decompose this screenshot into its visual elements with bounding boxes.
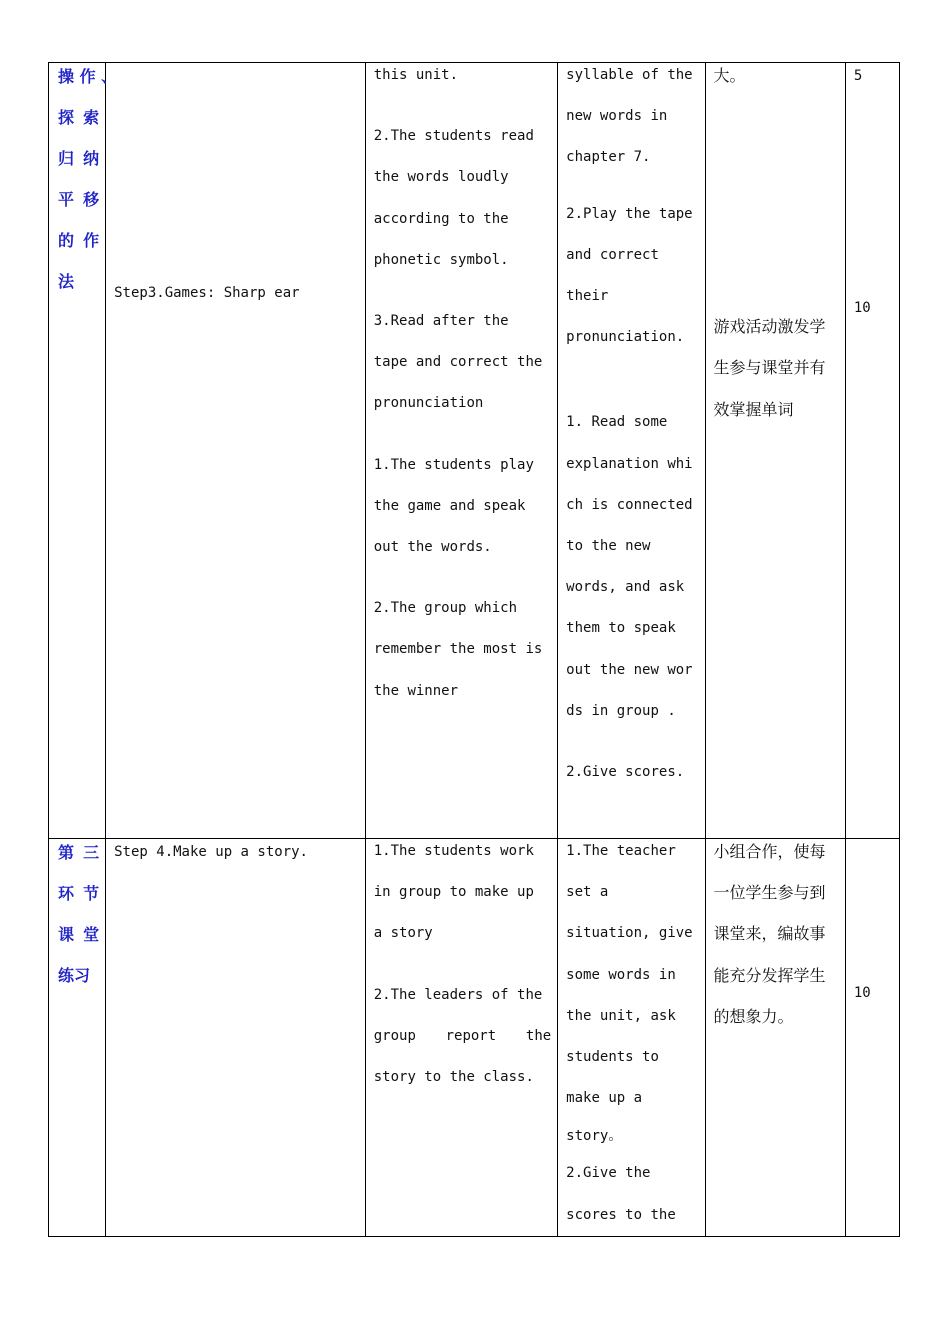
time-value: 5 — [853, 68, 863, 84]
purpose-cell — [705, 63, 845, 839]
step-cell — [106, 839, 366, 1237]
stage-cell — [49, 63, 118, 839]
time-cell — [845, 839, 899, 1237]
student-activity-text: 1.The students work in group to make up a story 2.The leaders of the group report the story to the class. — [373, 843, 552, 1086]
step-text: Step 4.Make up a story. — [114, 844, 308, 860]
teacher-activity-text: 1.The teacher set a situation, give some words in the unit, ask students to make up a story。 2.Give the scores to the — [566, 843, 693, 1223]
table-row — [49, 839, 900, 1237]
time-value: 10 — [853, 985, 871, 1001]
student-activity-cell — [365, 839, 557, 1237]
teacher-activity-text: syllable of the new words in chapter 7. 2.Play the tape and correct their pronunciation. 1. Read some explanation whi ch is connected to the new words, and ask them to speak out the new wor ds in group . 2.Give scores. — [566, 67, 693, 781]
purpose-cell — [705, 839, 845, 1237]
stage-label: 操 作 、 探 索 归 纳 平 移 的 作 法 — [58, 67, 118, 291]
time-value: 10 — [853, 300, 871, 316]
teacher-activity-cell — [558, 839, 705, 1237]
step-text: Step3.Games: Sharp ear — [114, 285, 300, 301]
student-activity-text: this unit. 2.The students read the words loudly according to the phonetic symbol. 3.Read after the tape and correct the pronunciation 1.The students play the game and speak out the words. 2.The group which remember the most is the winner — [373, 67, 543, 699]
teacher-activity-cell — [558, 63, 705, 839]
student-activity-cell — [365, 63, 557, 839]
purpose-text: 大。 游戏活动激发学 生参与课堂并有 效掌握单词 — [713, 66, 826, 419]
stage-cell — [49, 839, 106, 1237]
lesson-plan-table — [48, 62, 900, 1237]
step-cell — [106, 63, 366, 839]
stage-label: 第 三 环 节 课 堂 练习 — [58, 843, 100, 985]
purpose-text: 小组合作，使每 一位学生参与到 课堂来，编故事 能充分发挥学生 的想象力。 — [713, 842, 826, 1026]
table-row — [49, 63, 900, 839]
time-cell — [845, 63, 899, 839]
